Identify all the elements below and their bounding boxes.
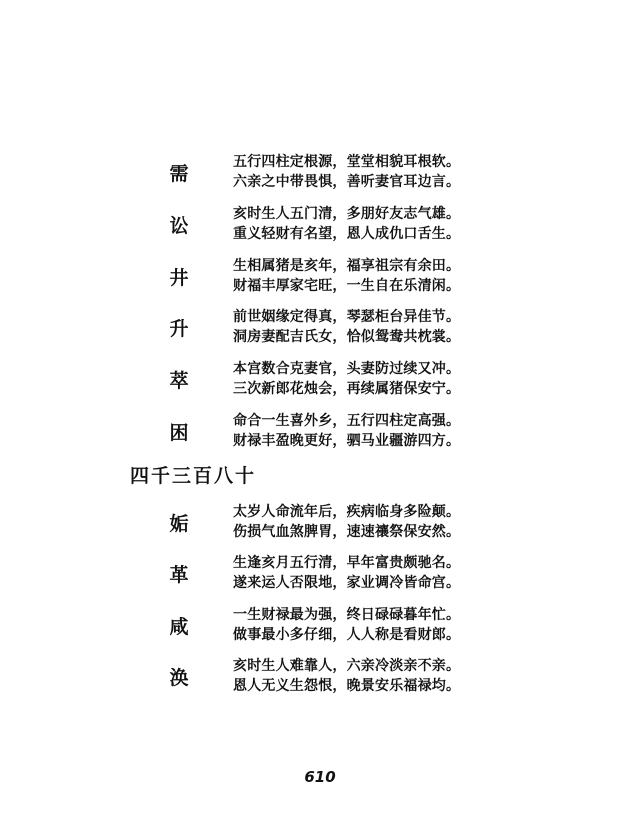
hexagram-label: 萃 xyxy=(169,370,189,392)
verse-line-1: 五行四柱定根源，堂堂相貌耳根软。 xyxy=(233,154,461,170)
verse-line-1: 生逢亥月五行清，早年富贵颇驰名。 xyxy=(233,555,461,571)
verse-line-1: 亥时生人难靠人，六亲冷淡亲不亲。 xyxy=(233,658,461,674)
page-number: 610 xyxy=(304,768,336,786)
verse-line-1: 亥时生人五门清，多朋好友志气雄。 xyxy=(233,206,461,222)
entry-10 xyxy=(0,656,640,700)
hexagram-label: 涣 xyxy=(169,667,189,689)
verse-line-1: 一生财禄最为强，终日碌碌暮年忙。 xyxy=(233,607,461,623)
verse-line-2: 伤损气血煞脾胃，速速禳祭保安然。 xyxy=(233,524,461,540)
hexagram-label: 革 xyxy=(169,564,189,586)
entry-1 xyxy=(0,152,640,196)
hexagram-label: 讼 xyxy=(169,215,189,237)
entry-2 xyxy=(0,204,640,248)
hexagram-label: 需 xyxy=(169,163,189,185)
verse-line-2: 财福丰厚家宅旺，一生自在乐清闲。 xyxy=(233,278,461,294)
verse-line-2: 财禄丰盈晚更好，驷马业疆游四方。 xyxy=(233,433,461,449)
verse-line-2: 六亲之中带畏惧，善听妻官耳边言。 xyxy=(233,174,461,190)
verse-line-1: 生相属猪是亥年，福享祖宗有余田。 xyxy=(233,258,461,274)
entry-5 xyxy=(0,359,640,403)
verse-line-2: 重义轻财有名望，恩人成仇口舌生。 xyxy=(233,226,461,242)
entry-9 xyxy=(0,605,640,649)
hexagram-label: 困 xyxy=(169,422,189,444)
verse-line-2: 三次新郎花烛会，再续属猪保安宁。 xyxy=(233,381,461,397)
verse-line-1: 命合一生喜外乡，五行四柱定高强。 xyxy=(233,413,461,429)
verse-line-1: 前世姻缘定得真，琴瑟柜台异佳节。 xyxy=(233,309,461,325)
hexagram-label: 姤 xyxy=(169,513,189,535)
verse-line-2: 恩人无义生怨恨，晚景安乐福禄均。 xyxy=(233,678,461,694)
entry-3 xyxy=(0,256,640,300)
verse-line-1: 太岁人命流年后，疾病临身多险颠。 xyxy=(233,504,461,520)
entry-7 xyxy=(0,502,640,546)
section-heading: 四千三百八十 xyxy=(130,465,257,487)
hexagram-label: 升 xyxy=(169,318,189,340)
verse-line-2: 遂来运人否限地，家业调冷皆命宫。 xyxy=(233,575,461,591)
verse-line-2: 做事最小多仔细，人人称是看财郎。 xyxy=(233,627,461,643)
verse-line-1: 本宫数合克妻官，头妻防过续又冲。 xyxy=(233,361,461,377)
entry-4 xyxy=(0,307,640,351)
verse-line-2: 洞房妻配吉氏女，恰似鸳鸯共枕裳。 xyxy=(233,329,461,345)
hexagram-label: 井 xyxy=(169,267,189,289)
entry-6 xyxy=(0,411,640,455)
hexagram-label: 咸 xyxy=(169,616,189,638)
entry-8 xyxy=(0,553,640,597)
